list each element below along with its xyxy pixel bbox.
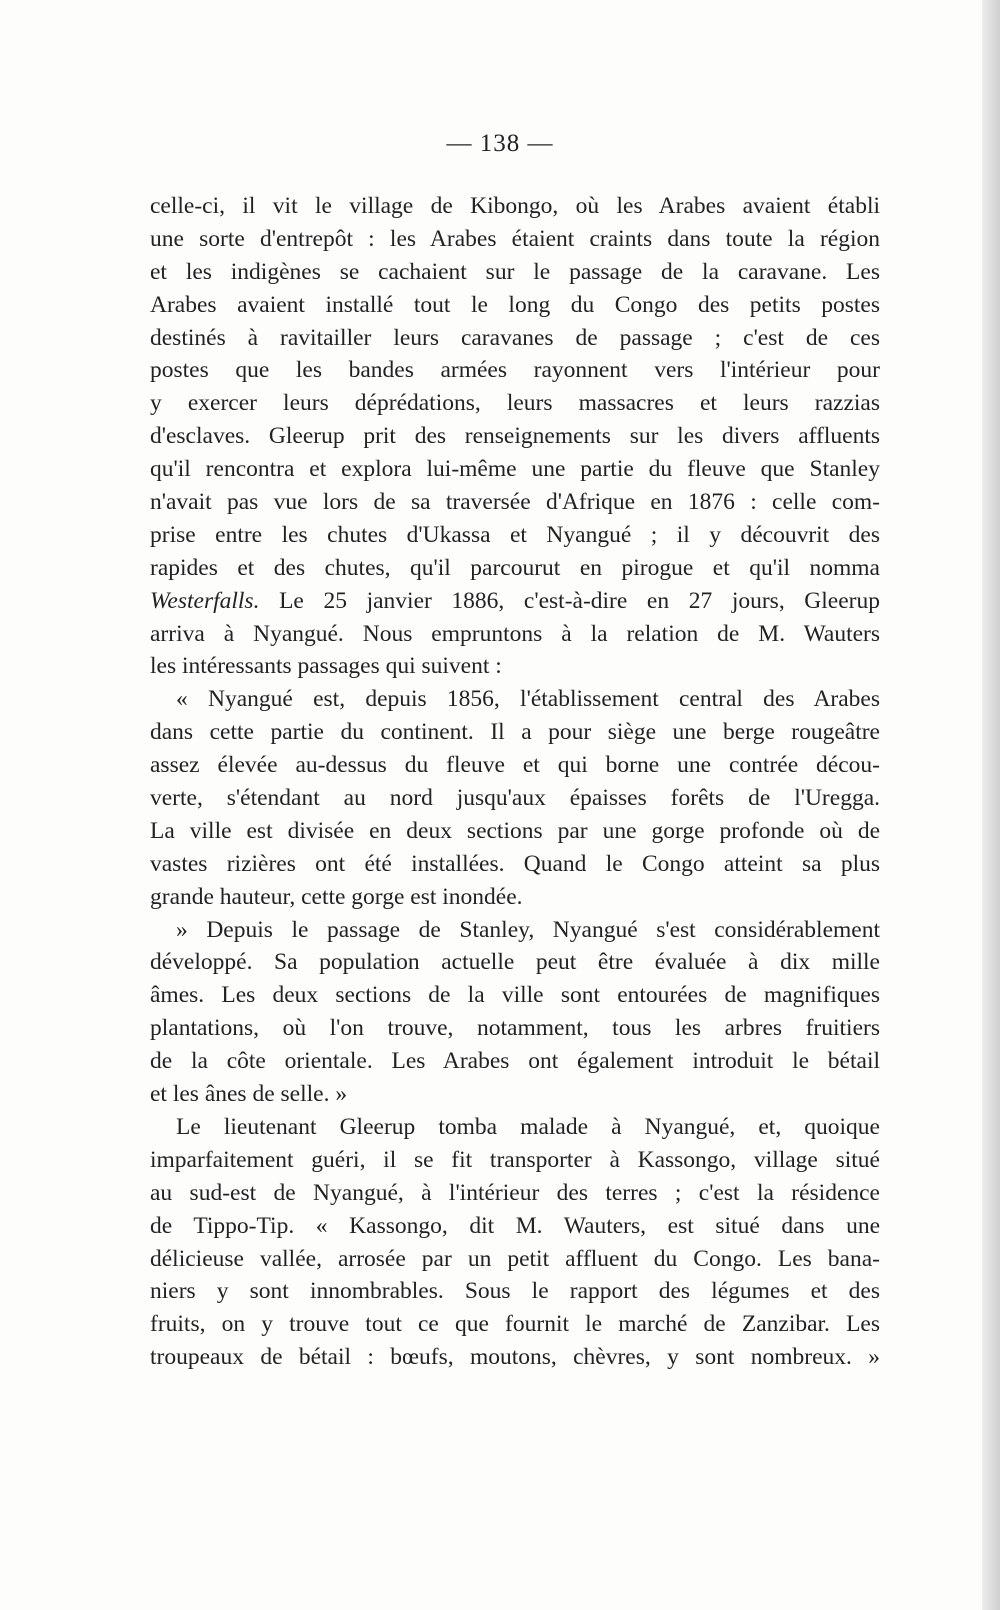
text-line: troupeaux de bétail : bœufs, moutons, chèvres, y sont nombreux. » — [150, 1344, 880, 1371]
text-line: de Tippo-Tip. « Kassongo, dit M. Wauters, est situé dans une — [150, 1212, 880, 1239]
text-line: rapides et des chutes, qu'il parcourut en pirogue et qu'il nomma — [150, 554, 880, 581]
text-line-rest: Le 25 janvier 1886, c'est-à-dire en 27 jours, Gleerup — [259, 587, 880, 614]
text-line: y exercer leurs déprédations, leurs massacres et leurs razzias — [150, 390, 880, 417]
text-line: développé. Sa population actuelle peut être évaluée à dix mille — [150, 949, 880, 976]
text-line: arriva à Nyangué. Nous empruntons à la relation de M. Wauters — [150, 620, 880, 647]
text-line: les intéressants passages qui suivent : — [150, 653, 502, 680]
text-line: âmes. Les deux sections de la ville sont entourées de magnifiques — [150, 982, 880, 1009]
text-line: verte, s'étendant au nord jusqu'aux épaisses forêts de l'Uregga. — [150, 785, 880, 812]
text-line-westerfalls — [150, 585, 880, 618]
text-line: prise entre les chutes d'Ukassa et Nyangué ; il y découvrit des — [150, 521, 880, 548]
text-line: destinés à ravitailler leurs caravanes de passage ; c'est de ces — [150, 324, 880, 351]
body-text — [150, 190, 880, 1374]
text-line: La ville est divisée en deux sections par une gorge profonde où de — [150, 817, 880, 844]
text-line: de la côte orientale. Les Arabes ont également introduit le bétail — [150, 1048, 880, 1075]
text-line: « Nyangué est, depuis 1856, l'établissement central des Arabes — [176, 686, 880, 713]
page-edge-shadow — [982, 0, 1000, 1610]
text-line: Arabes avaient installé tout le long du Congo des petits postes — [150, 291, 880, 318]
text-line: » Depuis le passage de Stanley, Nyangué s'est considérablement — [176, 916, 880, 943]
text-line: dans cette partie du continent. Il a pour siège une berge rougeâtre — [150, 719, 880, 746]
text-line: assez élevée au-dessus du fleuve et qui borne une contrée décou- — [150, 752, 880, 779]
page-number: — 138 — — [446, 130, 554, 157]
text-line: Le lieutenant Gleerup tomba malade à Nyangué, et, quoique — [176, 1113, 880, 1140]
text-line: n'avait pas vue lors de sa traversée d'Afrique en 1876 : celle com- — [150, 489, 880, 516]
westerfalls-italic: Westerfalls. — [150, 587, 260, 614]
text-line: d'esclaves. Gleerup prit des renseignements sur les divers affluents — [150, 423, 880, 450]
text-line: et les ânes de selle. » — [150, 1081, 348, 1108]
text-line: et les indigènes se cachaient sur le passage de la caravane. Les — [150, 258, 880, 285]
text-line: délicieuse vallée, arrosée par un petit affluent du Congo. Les bana- — [150, 1245, 880, 1272]
text-line: une sorte d'entrepôt : les Arabes étaient craints dans toute la région — [150, 225, 880, 252]
text-line: postes que les bandes armées rayonnent vers l'intérieur pour — [150, 357, 880, 384]
text-line: imparfaitement guéri, il se fit transporter à Kassongo, village situé — [150, 1146, 880, 1173]
text-line: vastes rizières ont été installées. Quand le Congo atteint sa plus — [150, 850, 880, 877]
text-line: grande hauteur, cette gorge est inondée. — [150, 883, 523, 910]
text-line: celle-ci, il vit le village de Kibongo, où les Arabes avaient établi — [150, 193, 880, 219]
text-line: au sud-est de Nyangué, à l'intérieur des terres ; c'est la résidence — [150, 1179, 880, 1206]
text-line: plantations, où l'on trouve, notamment, tous les arbres fruitiers — [150, 1015, 880, 1042]
text-line: niers y sont innombrables. Sous le rapport des légumes et des — [150, 1278, 880, 1305]
text-line: fruits, on y trouve tout ce que fournit le marché de Zanzibar. Les — [150, 1311, 880, 1338]
text-line: qu'il rencontra et explora lui-même une partie du fleuve que Stanley — [150, 456, 880, 483]
